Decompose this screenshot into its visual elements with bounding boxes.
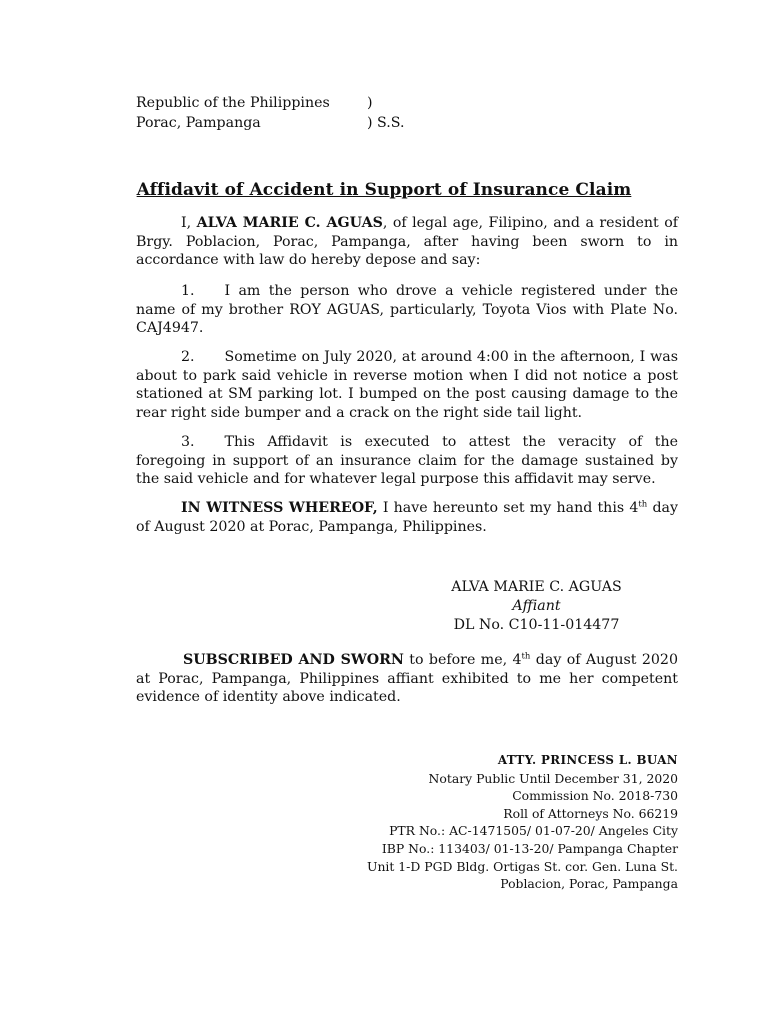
jurat-paragraph	[136, 651, 678, 707]
notary-ibp: IBP No.: 113403/ 01-13-20/ Pampanga Chapter	[381, 840, 678, 856]
venue-ss: ) S.S.	[367, 115, 405, 131]
venue-block	[136, 93, 405, 133]
notary-block	[367, 752, 678, 893]
affiant-name: ALVA MARIE C. AGUAS	[451, 579, 622, 595]
intro-paragraph	[136, 214, 678, 270]
affiant-license: DL No. C10-11-014477	[453, 617, 620, 633]
witness-ordinal: th	[638, 499, 648, 510]
intro-lead: I,	[181, 215, 197, 231]
numbered-paragraph	[136, 433, 678, 489]
witness-lead: IN WITNESS WHEREOF,	[181, 500, 378, 516]
paragraph-number: 1.	[181, 283, 195, 299]
jurat-text-end: day of August 2020 at Porac, Pampanga, Philippines affiant exhibited to me her competent evidence of identity above indicated.	[136, 652, 678, 705]
notary-commission-number: Commission No. 2018-730	[512, 788, 678, 804]
notary-address-line2: Poblacion, Porac, Pampanga	[500, 876, 678, 892]
jurat-lead: SUBSCRIBED AND SWORN	[183, 652, 404, 668]
notary-name: ATTY. PRINCESS L. BUAN	[497, 753, 678, 767]
witness-text-end: day of August 2020 at Porac, Pampanga, Philippines.	[136, 500, 678, 535]
notary-ptr: PTR No.: AC-1471505/ 01-07-20/ Angeles City	[389, 823, 678, 839]
affiant-signature-block	[385, 578, 688, 635]
venue-line-place	[136, 113, 405, 133]
numbered-paragraph	[136, 282, 678, 338]
witness-text: I have hereunto set my hand this 4	[377, 500, 639, 516]
notary-roll-number: Roll of Attorneys No. 66219	[503, 805, 678, 821]
numbered-paragraph	[136, 348, 678, 422]
paragraph-text: Sometime on July 2020, at around 4:00 in the afternoon, I was about to park said vehicle in reverse motion when I did not notice a post stationed at SM parking lot. I bumped on the post causing damage to the rear right side bumper and a crack on the right side tail light.	[136, 349, 678, 421]
document-title: Affidavit of Accident in Support of Insurance Claim	[136, 180, 632, 200]
intro-rest: , of legal age, Filipino, and a resident of Brgy. Poblacion, Porac, Pampanga, after having been sworn to in accordance with law do hereby depose and say:	[136, 215, 678, 268]
venue-line-country	[136, 93, 373, 113]
affiant-role: Affiant	[512, 598, 561, 614]
witness-paragraph	[136, 499, 678, 536]
jurat-ordinal: th	[521, 651, 531, 662]
paragraph-number: 3.	[181, 434, 195, 450]
venue-bracket: )	[367, 95, 373, 111]
venue-place: Porac, Pampanga	[136, 115, 261, 131]
paragraph-text: This Affidavit is executed to attest the veracity of the foregoing in support of an insurance claim for the damage sustained by the said vehicle and for whatever legal purpose this affidavit may serve.	[136, 434, 678, 487]
jurat-text: to before me, 4	[403, 652, 522, 668]
notary-commission-validity: Notary Public Until December 31, 2020	[428, 770, 678, 786]
paragraph-number: 2.	[181, 349, 195, 365]
affiant-name-inline: ALVA MARIE C. AGUAS	[196, 215, 383, 231]
notary-address-line1: Unit 1-D PGD Bldg. Ortigas St. cor. Gen. Luna St.	[367, 858, 678, 874]
paragraph-text: I am the person who drove a vehicle registered under the name of my brother ROY AGUAS, particularly, Toyota Vios with Plate No. CAJ4947.	[136, 283, 678, 336]
venue-country: Republic of the Philippines	[136, 95, 330, 111]
